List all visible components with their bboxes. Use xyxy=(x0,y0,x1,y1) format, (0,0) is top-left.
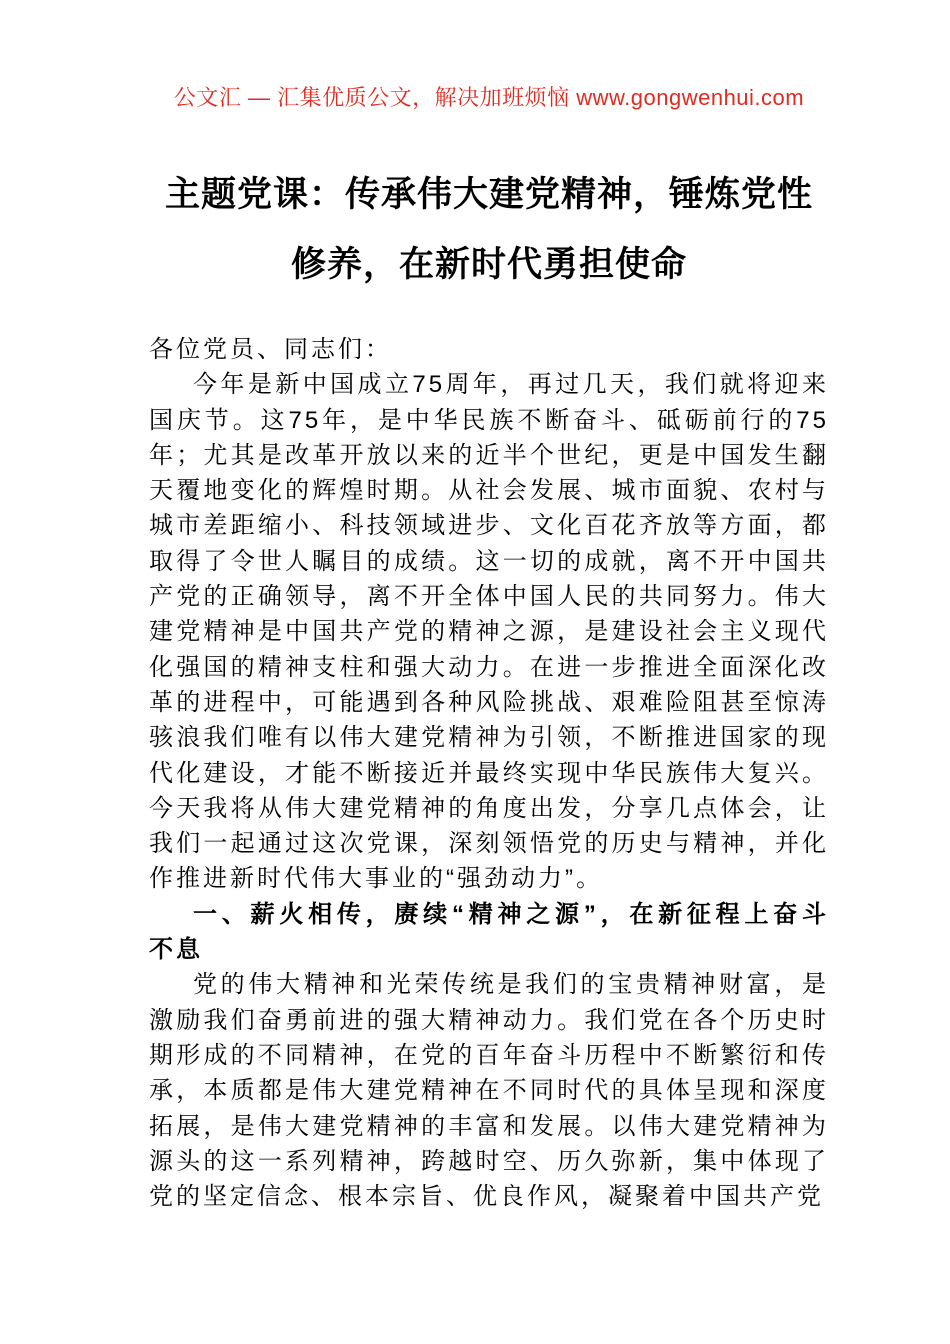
document-body xyxy=(149,332,829,1214)
section-heading-line-1: 一、薪火相传，赓续“精神之源”，在新征程上奋斗 xyxy=(193,900,829,928)
document-title xyxy=(149,160,829,300)
title-line-1: 主题党课：传承伟大建党精神，锤炼党性 xyxy=(164,175,813,214)
paragraph-2: 党的伟大精神和光荣传统是我们的宝贵精神财富，是激励我们奋勇前进的强大精神动力。我们党在各个历史时期形成的不同精神，在党的百年奋斗历程中不断繁衍和传承，本质都是伟大建党精神在不同时代的具体呈现和深度拓展，是伟大建党精神的丰富和发展。以伟大建党精神为源头的这一系列精神，跨越时空、历久弥新，集中体现了党的坚定信念、根本宗旨、优良作风，凝聚着中国共产党 xyxy=(149,971,829,1211)
salutation: 各位党员、同志们： xyxy=(149,336,392,363)
watermark-text: 公文汇 — 汇集优质公文，解决加班烦恼 www.gongwenhui.com xyxy=(173,85,805,110)
title-line-2: 修养，在新时代勇担使命 xyxy=(290,245,687,284)
paragraph-1: 今年是新中国成立75周年，再过几天，我们就将迎来国庆节。这75年，是中华民族不断奋斗、砥砺前行的75年；尤其是改革开放以来的近半个世纪，更是中国发生翻天覆地变化的辉煌时期。从社会发展、城市面貌、农村与城市差距缩小、科技领域进步、文化百花齐放等方面，都取得了令世人瞩目的成绩。这一切的成就，离不开中国共产党的正确领导，离不开全体中国人民的共同努力。伟大建党精神是中国共产党的精神之源，是建设社会主义现代化强国的精神支柱和强大动力。在进一步推进全面深化改革的进程中，可能遇到各种风险挑战、艰难险阻甚至惊涛骇浪我们唯有以伟大建党精神为引领，不断推进国家的现代化建设，才能不断接近并最终实现中华民族伟大复兴。今天我将从伟大建党精神的角度出发，分享几点体会，让我们一起通过这次党课，深刻领悟党的历史与精神，并化作推进新时代伟大事业的“强劲动力”。 xyxy=(149,371,829,893)
section-heading-line-2: 不息 xyxy=(149,936,203,964)
document-content xyxy=(149,86,829,1214)
